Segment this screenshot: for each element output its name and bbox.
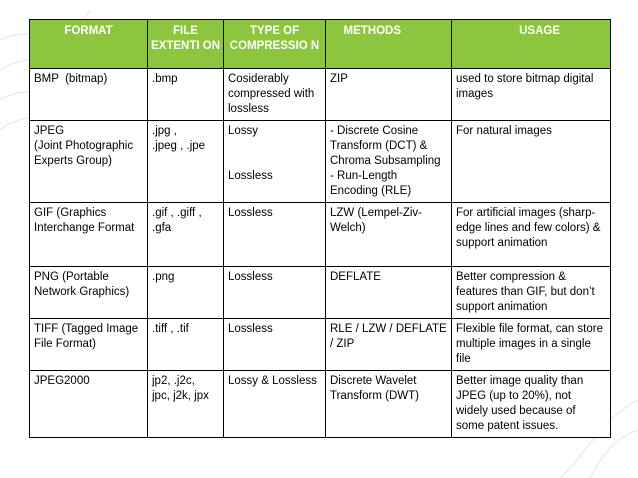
table-row: [30, 319, 611, 371]
cell-format-text: PNG (Portable Network Graphics): [34, 271, 130, 298]
cell-format-text: GIF (Graphics Interchange Format: [34, 207, 135, 234]
cell-compression-type: [224, 121, 326, 203]
table-row: [30, 203, 611, 267]
cell-usage: [452, 267, 611, 319]
cell-usage: [452, 371, 611, 438]
cell-usage-text: Better compression & features than GIF, but don’t support animation: [456, 271, 598, 313]
cell-compression-type-text: Lossless: [228, 271, 273, 283]
cell-extension: [148, 69, 224, 121]
cell-format: [30, 121, 148, 203]
cell-format: [30, 69, 148, 121]
cell-extension-text: .png: [152, 271, 175, 283]
cell-usage: [452, 69, 611, 121]
cell-compression-type-text: Cosiderably compressed with lossless: [228, 73, 318, 115]
cell-methods: [326, 371, 452, 438]
cell-methods: [326, 121, 452, 203]
cell-methods-text: DEFLATE: [330, 271, 381, 283]
cell-extension-text: .gif , .giff , .gfa: [152, 207, 202, 234]
cell-usage-text: For natural images: [456, 125, 552, 137]
cell-methods: [326, 69, 452, 121]
cell-compression-type: [224, 267, 326, 319]
header-file-extension: FILE EXTENTI ON: [148, 20, 224, 69]
cell-format-text: BMP (bitmap): [34, 73, 108, 85]
table-row: [30, 267, 611, 319]
cell-compression-type-text: Lossy & Lossless: [228, 375, 317, 387]
cell-format: [30, 319, 148, 371]
cell-usage-text: used to store bitmap digital images: [456, 73, 597, 100]
cell-compression-type: [224, 371, 326, 438]
cell-compression-type: [224, 69, 326, 121]
cell-methods-text: LZW (Lempel-Ziv-Welch): [330, 207, 423, 234]
cell-compression-type-text: Lossless: [228, 323, 273, 335]
cell-format: [30, 267, 148, 319]
image-format-table: [29, 19, 611, 438]
cell-methods: [326, 267, 452, 319]
cell-compression-type-text: Lossy Lossless: [228, 125, 273, 182]
cell-extension: [148, 121, 224, 203]
cell-extension: [148, 371, 224, 438]
table-row: [30, 371, 611, 438]
cell-extension: [148, 267, 224, 319]
cell-format: [30, 371, 148, 438]
cell-compression-type-text: Lossless: [228, 207, 273, 219]
header-compression-type: TYPE OF COMPRESSIO N: [224, 20, 326, 69]
cell-extension-text: .bmp: [152, 73, 178, 85]
cell-extension-text: jp2, .j2c, jpc, j2k, jpx: [152, 375, 209, 402]
cell-usage: [452, 203, 611, 267]
cell-format: [30, 203, 148, 267]
cell-compression-type: [224, 319, 326, 371]
cell-extension-text: .tiff , .tif: [152, 323, 189, 335]
cell-usage-text: For artificial images (sharp-edge lines and few colors) & support animation: [456, 207, 604, 249]
cell-methods-text: ZIP: [330, 73, 348, 85]
cell-extension: [148, 203, 224, 267]
cell-methods-text: RLE / LZW / DEFLATE / ZIP: [330, 323, 450, 350]
table-header-row: [30, 20, 611, 69]
cell-format-text: TIFF (Tagged Image File Format): [34, 323, 142, 350]
header-usage: USAGE: [452, 20, 611, 69]
cell-methods: [326, 203, 452, 267]
cell-methods: [326, 319, 452, 371]
table-row: [30, 121, 611, 203]
cell-methods-text: Discrete Wavelet Transform (DWT): [330, 375, 420, 402]
cell-usage-text: Better image quality than JPEG (up to 20%), not widely used because of some patent issues.: [456, 375, 587, 432]
cell-format-text: JPEG (Joint Photographic Experts Group): [34, 125, 134, 167]
cell-format-text: JPEG2000: [34, 375, 90, 387]
cell-methods-text: - Discrete Cosine Transform (DCT) & Chroma Subsampling - Run-Length Encoding (RLE): [330, 125, 441, 197]
cell-extension: [148, 319, 224, 371]
cell-usage-text: Flexible file format, can store multiple images in a single file: [456, 323, 607, 365]
cell-extension-text: .jpg , .jpeg , .jpe: [152, 125, 206, 152]
cell-compression-type: [224, 203, 326, 267]
cell-usage: [452, 121, 611, 203]
header-format: FORMAT: [30, 20, 148, 69]
header-methods: METHODS: [326, 20, 452, 69]
cell-usage: [452, 319, 611, 371]
table-row: [30, 69, 611, 121]
